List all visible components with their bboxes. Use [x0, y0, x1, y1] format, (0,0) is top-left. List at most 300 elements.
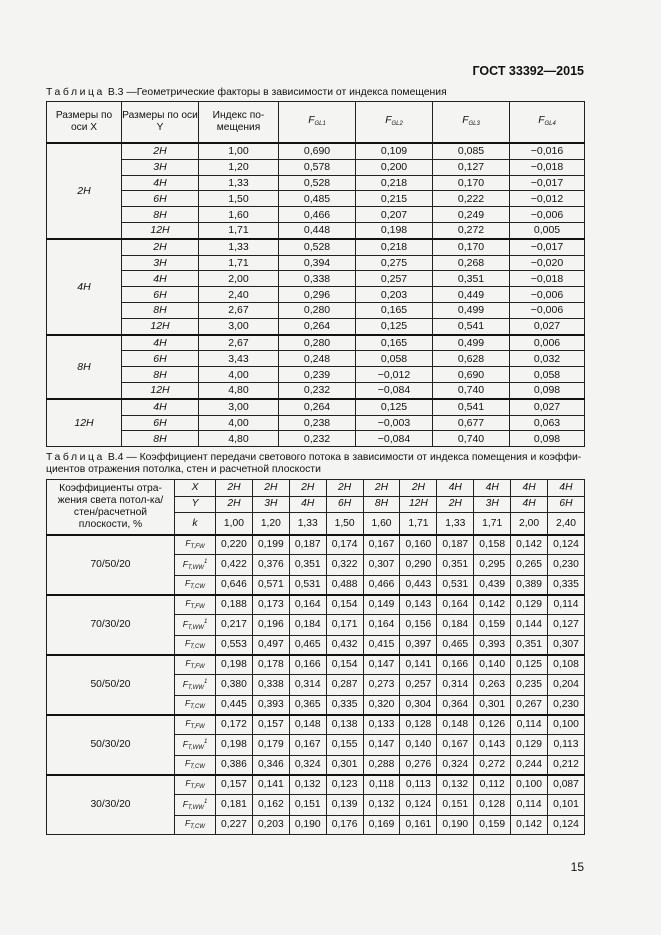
- value-cell: 0,161: [400, 816, 437, 835]
- k-value: 1,33: [437, 513, 474, 536]
- value-cell: 0,307: [363, 555, 400, 576]
- y-cell: [122, 351, 199, 367]
- table-row: [47, 399, 585, 415]
- value-cell: 0,165: [356, 302, 433, 318]
- value-cell: 0,324: [437, 756, 474, 776]
- factor-subscript: T,WW: [187, 625, 204, 631]
- value-cell: 0,154: [326, 655, 363, 675]
- value-cell: 0,273: [363, 675, 400, 696]
- cell-value: 12H: [408, 498, 428, 510]
- factor-subscript: T,CW: [190, 704, 205, 710]
- k-value: 2,00: [511, 513, 548, 536]
- value-cell: 0,439: [474, 576, 511, 596]
- value-cell: 0,280: [279, 302, 356, 318]
- value-cell: 0,190: [289, 816, 326, 835]
- table-row: [47, 207, 585, 223]
- factor-symbol: F: [185, 578, 191, 588]
- table-b4-body: [47, 480, 585, 835]
- value-cell: 0,196: [252, 615, 289, 636]
- y-value: [216, 496, 253, 513]
- factor-label: [175, 816, 216, 835]
- header-fgl2: [356, 102, 433, 144]
- factor-label: [175, 696, 216, 716]
- value-cell: 0,142: [511, 535, 548, 555]
- value-cell: 1,71: [199, 255, 279, 271]
- value-cell: 0,188: [216, 595, 253, 615]
- table-row: [47, 715, 585, 735]
- value-cell: 0,174: [326, 535, 363, 555]
- value-cell: 0,553: [216, 636, 253, 656]
- value-cell: 0,288: [363, 756, 400, 776]
- x-value: [289, 480, 326, 497]
- value-cell: 0,364: [437, 696, 474, 716]
- value-cell: 0,275: [356, 255, 433, 271]
- group-label: 30/30/20: [47, 775, 175, 835]
- value-cell: 0,443: [400, 576, 437, 596]
- k-value: 1,00: [216, 513, 253, 536]
- cell-value: 6H: [559, 498, 573, 510]
- value-cell: 0,114: [511, 795, 548, 816]
- k-value: 1,33: [289, 513, 326, 536]
- value-cell: 0,301: [326, 756, 363, 776]
- group-label: 70/50/20: [47, 535, 175, 595]
- value-cell: 0,187: [437, 535, 474, 555]
- f-symbol: F: [308, 114, 315, 126]
- factor-subscript: T,WW: [187, 565, 204, 571]
- value-cell: 0,290: [400, 555, 437, 576]
- factor-label: [175, 756, 216, 776]
- value-cell: 0,307: [548, 636, 585, 656]
- value-cell: 0,203: [356, 287, 433, 303]
- k-label: k: [175, 513, 216, 536]
- value-cell: 0,142: [474, 595, 511, 615]
- value-cell: 0,063: [510, 415, 585, 431]
- value-cell: 0,296: [279, 287, 356, 303]
- value-cell: 0,198: [216, 655, 253, 675]
- table-row: [47, 143, 585, 159]
- value-cell: 0,148: [289, 715, 326, 735]
- value-cell: 0,176: [326, 816, 363, 835]
- table-row: [47, 431, 585, 447]
- value-cell: 0,155: [326, 735, 363, 756]
- cell-value: 4H: [301, 498, 315, 510]
- value-cell: 0,465: [437, 636, 474, 656]
- header-fgl4: [510, 102, 585, 144]
- value-cell: 0,335: [326, 696, 363, 716]
- factor-subscript: T,CW: [190, 764, 205, 770]
- value-cell: 0,140: [474, 655, 511, 675]
- value-cell: 0,098: [510, 382, 585, 398]
- value-cell: 0,169: [363, 816, 400, 835]
- value-cell: 0,248: [279, 351, 356, 367]
- value-cell: 0,338: [279, 271, 356, 287]
- value-cell: 0,006: [510, 335, 585, 351]
- f-subscript: GL3: [468, 120, 480, 127]
- value-cell: 0,212: [548, 756, 585, 776]
- value-cell: 0,167: [363, 535, 400, 555]
- value-cell: 1,33: [199, 239, 279, 255]
- cell-value: 3H: [485, 498, 499, 510]
- value-cell: 0,124: [548, 535, 585, 555]
- y-value: [474, 496, 511, 513]
- value-cell: 0,389: [511, 576, 548, 596]
- factor-label: [175, 615, 216, 636]
- value-cell: 0,160: [400, 535, 437, 555]
- factor-subscript: T,FW: [190, 664, 205, 670]
- group-label: 50/30/20: [47, 715, 175, 775]
- cell-value: 2H: [338, 481, 352, 493]
- k-value: 1,50: [326, 513, 363, 536]
- header-row-x: [47, 480, 585, 497]
- cell-value: 2H: [264, 481, 278, 493]
- value-cell: 0,151: [437, 795, 474, 816]
- value-cell: 0,165: [356, 335, 433, 351]
- cell-value: 4H: [522, 498, 536, 510]
- value-cell: 0,166: [437, 655, 474, 675]
- value-cell: 0,244: [511, 756, 548, 776]
- value-cell: 0,162: [252, 795, 289, 816]
- value-cell: 0,164: [363, 615, 400, 636]
- cell-value: 4H: [153, 176, 167, 189]
- factor-label: [175, 675, 216, 696]
- factor-label: [175, 795, 216, 816]
- value-cell: 0,541: [433, 318, 510, 334]
- header-fgl1: [279, 102, 356, 144]
- y-value: [326, 496, 363, 513]
- factor-subscript: T,FW: [190, 604, 205, 610]
- factor-symbol: F: [185, 758, 191, 768]
- value-cell: 0,263: [474, 675, 511, 696]
- y-cell: [122, 191, 199, 207]
- y-value: [289, 496, 326, 513]
- value-cell: 0,346: [252, 756, 289, 776]
- value-cell: 2,67: [199, 302, 279, 318]
- value-cell: 0,170: [433, 175, 510, 191]
- value-cell: 0,156: [400, 615, 437, 636]
- factor-symbol: F: [182, 559, 188, 569]
- factor-symbol: F: [185, 698, 191, 708]
- value-cell: 3,00: [199, 318, 279, 334]
- y-cell: [122, 415, 199, 431]
- y-cell: [122, 335, 199, 351]
- value-cell: 0,149: [363, 595, 400, 615]
- value-cell: 0,129: [511, 595, 548, 615]
- value-cell: 0,466: [363, 576, 400, 596]
- value-cell: 0,541: [433, 399, 510, 415]
- k-value: 1,71: [474, 513, 511, 536]
- factor-label: [175, 555, 216, 576]
- value-cell: 0,157: [252, 715, 289, 735]
- factor-subscript: T,CW: [190, 584, 205, 590]
- cell-value: 8H: [374, 498, 389, 510]
- caption-prefix: Таблица: [46, 87, 105, 98]
- factor-superscript: 1: [203, 559, 208, 565]
- value-cell: 0,133: [363, 715, 400, 735]
- value-cell: 0,124: [548, 816, 585, 835]
- table-row: [47, 535, 585, 555]
- table-row: [47, 335, 585, 351]
- value-cell: 1,60: [199, 207, 279, 223]
- factor-superscript: 1: [203, 739, 208, 745]
- caption-text-line2: циентов отражения потолка, стен и расчетной плоскости: [46, 463, 321, 475]
- y-cell: [122, 175, 199, 191]
- y-value: [511, 496, 548, 513]
- value-cell: 0,138: [326, 715, 363, 735]
- cell-value: 4H: [522, 481, 536, 493]
- cell-value: 4H: [153, 272, 167, 285]
- cell-value: 8H: [77, 360, 91, 373]
- value-cell: 0,112: [474, 775, 511, 795]
- factor-label: [175, 535, 216, 555]
- value-cell: 0,158: [474, 535, 511, 555]
- table-b3-caption: [46, 87, 447, 99]
- value-cell: 0,351: [433, 271, 510, 287]
- value-cell: 0,264: [279, 318, 356, 334]
- value-cell: 0,132: [437, 775, 474, 795]
- cell-value: 8H: [153, 432, 167, 445]
- value-cell: 0,100: [548, 715, 585, 735]
- value-cell: 0,164: [437, 595, 474, 615]
- value-cell: 3,43: [199, 351, 279, 367]
- f-symbol: F: [462, 114, 469, 126]
- value-cell: −0,084: [356, 382, 433, 398]
- value-cell: 0,123: [326, 775, 363, 795]
- value-cell: 4,00: [199, 367, 279, 383]
- cell-value: 3H: [153, 256, 167, 269]
- y-value: [252, 496, 289, 513]
- value-cell: 0,322: [326, 555, 363, 576]
- k-value: 1,60: [363, 513, 400, 536]
- f-symbol: F: [538, 114, 545, 126]
- value-cell: 0,264: [279, 399, 356, 415]
- value-cell: 0,190: [437, 816, 474, 835]
- value-cell: 0,249: [433, 207, 510, 223]
- header-x-text: Размеры по оси X: [55, 110, 113, 133]
- factor-symbol: F: [185, 538, 191, 548]
- y-value: [437, 496, 474, 513]
- value-cell: 0,141: [400, 655, 437, 675]
- factor-symbol: F: [182, 799, 188, 809]
- value-cell: −0,020: [510, 255, 585, 271]
- value-cell: 0,280: [279, 335, 356, 351]
- value-cell: 0,227: [216, 816, 253, 835]
- value-cell: 0,114: [511, 715, 548, 735]
- value-cell: 0,272: [433, 222, 510, 238]
- factor-subscript: T,FW: [190, 544, 205, 550]
- value-cell: 0,230: [548, 696, 585, 716]
- factor-superscript: 1: [203, 619, 208, 625]
- value-cell: 0,218: [356, 175, 433, 191]
- value-cell: 0,365: [289, 696, 326, 716]
- factor-label: [175, 775, 216, 795]
- value-cell: 0,203: [252, 816, 289, 835]
- value-cell: 0,143: [400, 595, 437, 615]
- value-cell: 0,184: [289, 615, 326, 636]
- table-row: [47, 271, 585, 287]
- value-cell: 0,127: [548, 615, 585, 636]
- value-cell: 0,690: [279, 143, 356, 159]
- value-cell: 0,143: [474, 735, 511, 756]
- value-cell: 0,232: [279, 431, 356, 447]
- value-cell: 0,005: [510, 222, 585, 238]
- value-cell: 0,215: [356, 191, 433, 207]
- cell-value: 12H: [150, 224, 170, 237]
- value-cell: 0,628: [433, 351, 510, 367]
- f-subscript: GL4: [544, 120, 556, 127]
- x-value: [216, 480, 253, 497]
- value-cell: 0,113: [400, 775, 437, 795]
- value-cell: 1,20: [199, 159, 279, 175]
- f-subscript: GL1: [314, 120, 326, 127]
- value-cell: 0,217: [216, 615, 253, 636]
- value-cell: 0,170: [433, 239, 510, 255]
- value-cell: 0,257: [356, 271, 433, 287]
- table-b4-caption: [46, 452, 586, 475]
- factor-subscript: T,WW: [187, 745, 204, 751]
- k-value: 2,40: [548, 513, 585, 536]
- cell-value: 4H: [153, 401, 167, 414]
- f-symbol: F: [385, 114, 392, 126]
- value-cell: 0,027: [510, 318, 585, 334]
- cell-value: 2H: [227, 498, 241, 510]
- value-cell: 0,124: [400, 795, 437, 816]
- value-cell: 0,125: [356, 399, 433, 415]
- value-cell: 2,00: [199, 271, 279, 287]
- value-cell: 0,393: [252, 696, 289, 716]
- value-cell: 0,393: [474, 636, 511, 656]
- factor-label: [175, 655, 216, 675]
- factor-subscript: T,CW: [190, 824, 205, 830]
- value-cell: 0,351: [289, 555, 326, 576]
- y-value: [548, 496, 585, 513]
- factor-subscript: T,FW: [190, 724, 205, 730]
- value-cell: 0,184: [437, 615, 474, 636]
- value-cell: 0,415: [363, 636, 400, 656]
- y-label: Y: [175, 496, 216, 513]
- value-cell: 0,531: [289, 576, 326, 596]
- value-cell: 0,132: [289, 775, 326, 795]
- value-cell: 0,173: [252, 595, 289, 615]
- table-row: [47, 367, 585, 383]
- corner-header: Коэффициенты отра-жения света потол-ка/стен/расчетной плоскости, %: [47, 480, 175, 536]
- value-cell: −0,018: [510, 271, 585, 287]
- header-y: [122, 102, 199, 144]
- page-number: 15: [570, 860, 584, 874]
- value-cell: 0,157: [216, 775, 253, 795]
- y-cell: [122, 431, 199, 447]
- cell-value: 4H: [448, 481, 462, 493]
- factor-symbol: F: [185, 658, 191, 668]
- value-cell: 0,386: [216, 756, 253, 776]
- value-cell: 4,00: [199, 415, 279, 431]
- table-row: [47, 775, 585, 795]
- table-b3-body: [47, 143, 585, 447]
- cell-value: 4H: [153, 336, 167, 349]
- cell-value: 2H: [411, 481, 425, 493]
- y-cell: [122, 207, 199, 223]
- cell-value: 2H: [374, 481, 389, 493]
- value-cell: −0,006: [510, 302, 585, 318]
- y-cell: [122, 287, 199, 303]
- value-cell: 0,351: [437, 555, 474, 576]
- value-cell: 0,147: [363, 655, 400, 675]
- value-cell: 0,287: [326, 675, 363, 696]
- x-value: [548, 480, 585, 497]
- value-cell: 0,187: [289, 535, 326, 555]
- value-cell: 0,268: [433, 255, 510, 271]
- value-cell: 0,220: [216, 535, 253, 555]
- value-cell: 0,351: [511, 636, 548, 656]
- table-row: [47, 191, 585, 207]
- factor-label: [175, 576, 216, 596]
- cell-value: 12H: [150, 384, 170, 397]
- y-cell: [122, 318, 199, 334]
- x-value: [511, 480, 548, 497]
- value-cell: 0,488: [326, 576, 363, 596]
- factor-symbol: F: [182, 679, 188, 689]
- value-cell: 0,132: [363, 795, 400, 816]
- header-k-text: Индекс по-мещения: [212, 110, 265, 133]
- value-cell: 0,646: [216, 576, 253, 596]
- x-value: [437, 480, 474, 497]
- value-cell: 0,466: [279, 207, 356, 223]
- value-cell: 3,00: [199, 399, 279, 415]
- value-cell: 0,087: [548, 775, 585, 795]
- cell-value: 2H: [77, 184, 91, 197]
- value-cell: 0,109: [356, 143, 433, 159]
- value-cell: 0,101: [548, 795, 585, 816]
- value-cell: −0,003: [356, 415, 433, 431]
- value-cell: 0,257: [400, 675, 437, 696]
- y-cell: [122, 255, 199, 271]
- value-cell: 0,114: [548, 595, 585, 615]
- value-cell: −0,016: [510, 143, 585, 159]
- value-cell: 0,740: [433, 431, 510, 447]
- table-row: [47, 351, 585, 367]
- value-cell: 0,499: [433, 302, 510, 318]
- factor-subscript: T,FW: [190, 784, 205, 790]
- y-cell: [122, 399, 199, 415]
- factor-subscript: T,CW: [190, 644, 205, 650]
- value-cell: 0,465: [289, 636, 326, 656]
- factor-symbol: F: [185, 818, 191, 828]
- value-cell: 0,125: [356, 318, 433, 334]
- x-value: [474, 480, 511, 497]
- value-cell: 0,147: [363, 735, 400, 756]
- cell-value: 2H: [153, 241, 167, 254]
- value-cell: 0,166: [289, 655, 326, 675]
- value-cell: 0,178: [252, 655, 289, 675]
- caption-text-line1: В.4 — Коэффициент передачи светового потока в зависимости от индекса помещения и коэффи-: [104, 452, 582, 463]
- value-cell: 0,235: [511, 675, 548, 696]
- value-cell: 2,40: [199, 287, 279, 303]
- f-subscript: GL2: [391, 120, 403, 127]
- y-cell: [122, 143, 199, 159]
- table-row: [47, 159, 585, 175]
- value-cell: 0,295: [474, 555, 511, 576]
- value-cell: 0,204: [548, 675, 585, 696]
- table-row: [47, 655, 585, 675]
- value-cell: 0,085: [433, 143, 510, 159]
- cell-value: 3H: [153, 161, 167, 174]
- group-x-cell: [47, 399, 122, 447]
- table-row: [47, 382, 585, 398]
- value-cell: 1,33: [199, 175, 279, 191]
- value-cell: 0,314: [437, 675, 474, 696]
- table-row: [47, 287, 585, 303]
- value-cell: 0,320: [363, 696, 400, 716]
- k-value: 1,71: [400, 513, 437, 536]
